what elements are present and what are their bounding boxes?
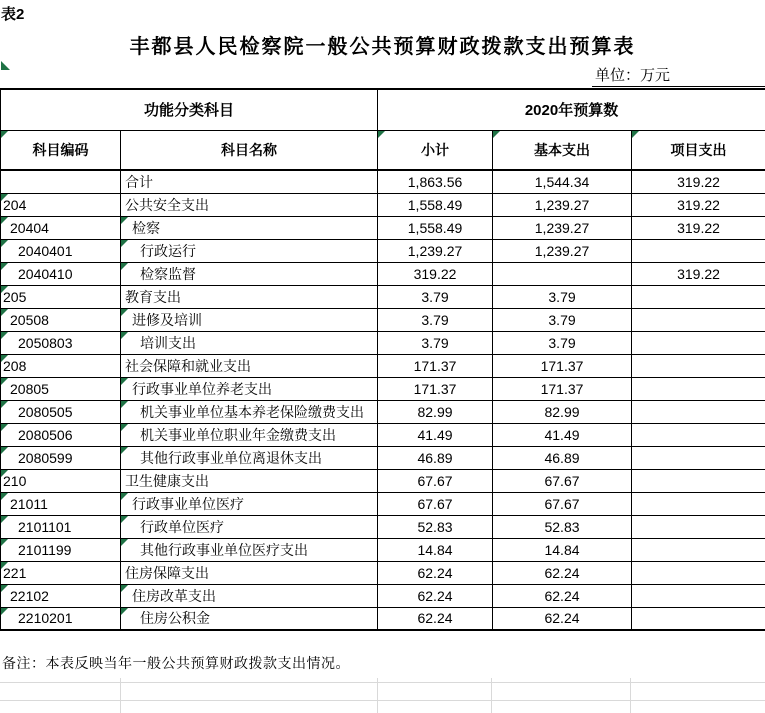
code-cell[interactable]: 20805: [1, 377, 121, 400]
stored-as-text-marker-icon: [121, 309, 128, 316]
table-row: [1, 607, 765, 630]
table-row: [1, 423, 765, 446]
stored-as-text-marker-icon: [1, 286, 8, 293]
basic-cell[interactable]: [493, 262, 632, 285]
table-row: [1, 216, 765, 239]
name-cell[interactable]: 行政运行: [121, 239, 378, 262]
code-cell[interactable]: 2080506: [1, 423, 121, 446]
basic-cell[interactable]: 67.67: [493, 492, 632, 515]
stored-as-text-marker-icon: [121, 217, 128, 224]
basic-cell[interactable]: 3.79: [493, 308, 632, 331]
project-cell[interactable]: [632, 400, 765, 423]
basic-cell[interactable]: 62.24: [493, 584, 632, 607]
name-cell[interactable]: 检察: [121, 216, 378, 239]
code-cell[interactable]: 20508: [1, 308, 121, 331]
faint-gridline-vertical: [630, 678, 631, 713]
name-cell[interactable]: 教育支出: [121, 285, 378, 308]
subtotal-cell[interactable]: 62.24: [378, 561, 493, 584]
subtotal-cell[interactable]: 3.79: [378, 308, 493, 331]
stored-as-text-marker-icon: [1, 585, 8, 592]
basic-cell[interactable]: 14.84: [493, 538, 632, 561]
subtotal-cell[interactable]: 46.89: [378, 446, 493, 469]
stored-as-text-marker-icon: [121, 608, 128, 615]
project-cell[interactable]: [632, 538, 765, 561]
subtotal-cell[interactable]: 14.84: [378, 538, 493, 561]
basic-cell[interactable]: 1,239.27: [493, 193, 632, 216]
name-cell[interactable]: 合计: [121, 170, 378, 193]
code-cell[interactable]: 2210201: [1, 607, 121, 630]
col-header-subtotal[interactable]: 小计: [378, 130, 493, 170]
header-functional-classification[interactable]: 功能分类科目: [1, 89, 378, 130]
name-cell[interactable]: 行政事业单位医疗: [121, 492, 378, 515]
subtotal-cell[interactable]: 3.79: [378, 331, 493, 354]
stored-as-text-marker-icon: [1, 539, 8, 546]
faint-gridline-vertical: [120, 678, 121, 713]
basic-cell[interactable]: 52.83: [493, 515, 632, 538]
project-cell[interactable]: [632, 561, 765, 584]
basic-cell[interactable]: 3.79: [493, 331, 632, 354]
subtotal-cell[interactable]: 62.24: [378, 607, 493, 630]
code-cell[interactable]: 20404: [1, 216, 121, 239]
faint-gridline-vertical: [491, 678, 492, 713]
page-title: 丰都县人民检察院一般公共预算财政拨款支出预算表: [129, 36, 636, 58]
note-text: 备注：本表反映当年一般公共预算财政拨款支出情况。: [2, 655, 350, 671]
stored-as-text-marker-icon: [1, 424, 8, 431]
subtotal-cell[interactable]: 319.22: [378, 262, 493, 285]
project-cell[interactable]: [632, 239, 765, 262]
table-row: [1, 331, 765, 354]
code-cell[interactable]: [1, 170, 121, 193]
stored-as-text-marker-icon: [121, 585, 128, 592]
project-cell[interactable]: 319.22: [632, 216, 765, 239]
basic-cell[interactable]: 171.37: [493, 377, 632, 400]
name-cell[interactable]: 住房公积金: [121, 607, 378, 630]
stored-as-text-marker-icon: [121, 378, 128, 385]
project-cell[interactable]: [632, 377, 765, 400]
basic-cell[interactable]: 62.24: [493, 561, 632, 584]
stored-as-text-marker-icon: [1, 470, 8, 477]
basic-cell[interactable]: 3.79: [493, 285, 632, 308]
table-header: [1, 89, 765, 170]
subtotal-cell[interactable]: 171.37: [378, 377, 493, 400]
subtotal-cell[interactable]: 1,239.27: [378, 239, 493, 262]
table-row: [1, 515, 765, 538]
basic-cell[interactable]: 46.89: [493, 446, 632, 469]
project-cell[interactable]: [632, 354, 765, 377]
unit-label-cell[interactable]: [592, 64, 765, 87]
stored-as-text-marker-icon: [121, 447, 128, 454]
stored-as-text-marker-icon: [1, 401, 8, 408]
col-header-basic[interactable]: 基本支出: [493, 130, 632, 170]
code-cell[interactable]: 2101101: [1, 515, 121, 538]
subtotal-cell[interactable]: 62.24: [378, 584, 493, 607]
stored-as-text-marker-icon: [632, 131, 639, 138]
project-cell[interactable]: [632, 331, 765, 354]
name-cell[interactable]: 检察监督: [121, 262, 378, 285]
table-row: [1, 584, 765, 607]
table-row: [1, 308, 765, 331]
code-cell[interactable]: 208: [1, 354, 121, 377]
table-row: [1, 354, 765, 377]
code-cell[interactable]: 2050803: [1, 331, 121, 354]
code-cell[interactable]: 221: [1, 561, 121, 584]
subtotal-cell[interactable]: 52.83: [378, 515, 493, 538]
name-cell[interactable]: 公共安全支出: [121, 193, 378, 216]
stored-as-text-marker-icon: [493, 131, 500, 138]
code-cell[interactable]: 205: [1, 285, 121, 308]
stored-as-text-marker-icon: [121, 539, 128, 546]
table-row: [1, 377, 765, 400]
stored-as-text-marker-icon: [121, 493, 128, 500]
faint-gridline-horizontal: [0, 700, 765, 701]
code-cell[interactable]: 2040401: [1, 239, 121, 262]
code-cell[interactable]: 21011: [1, 492, 121, 515]
table-row: [1, 561, 765, 584]
stored-as-text-marker-icon: [1, 309, 8, 316]
stored-as-text-marker-icon: [1, 447, 8, 454]
table-row: [1, 469, 765, 492]
subtotal-cell[interactable]: 41.49: [378, 423, 493, 446]
name-cell[interactable]: 其他行政事业单位医疗支出: [121, 538, 378, 561]
project-cell[interactable]: [632, 469, 765, 492]
name-cell[interactable]: 社会保障和就业支出: [121, 354, 378, 377]
basic-cell[interactable]: 1,544.34: [493, 170, 632, 193]
stored-as-text-marker-icon: [1, 240, 8, 247]
subtotal-cell[interactable]: 1,558.49: [378, 216, 493, 239]
basic-cell[interactable]: 1,239.27: [493, 239, 632, 262]
project-cell[interactable]: [632, 446, 765, 469]
subtotal-cell[interactable]: 67.67: [378, 492, 493, 515]
project-cell[interactable]: [632, 584, 765, 607]
subtotal-cell[interactable]: 67.67: [378, 469, 493, 492]
header-budget-2020[interactable]: 2020年预算数: [378, 89, 765, 130]
table-row: [1, 170, 765, 193]
col-header-code[interactable]: 科目编码: [1, 130, 121, 170]
project-cell[interactable]: [632, 515, 765, 538]
column-header-row: [1, 130, 765, 170]
table-row: [1, 239, 765, 262]
subtotal-cell[interactable]: 1,558.49: [378, 193, 493, 216]
project-cell[interactable]: [632, 607, 765, 630]
name-cell[interactable]: 卫生健康支出: [121, 469, 378, 492]
stored-as-text-marker-icon: [1, 332, 8, 339]
project-cell[interactable]: 319.22: [632, 193, 765, 216]
stored-as-text-marker-icon: [1, 131, 8, 138]
faint-gridline-horizontal: [0, 682, 765, 683]
subtotal-cell[interactable]: 82.99: [378, 400, 493, 423]
table-row: [1, 262, 765, 285]
stored-as-text-marker-icon: [1, 516, 8, 523]
col-header-name[interactable]: 科目名称: [121, 130, 378, 170]
table-row: [1, 285, 765, 308]
stored-as-text-marker-icon: [121, 424, 128, 431]
sheet-label: 表2: [1, 6, 25, 23]
name-cell[interactable]: 其他行政事业单位离退休支出: [121, 446, 378, 469]
table-body: [1, 170, 765, 630]
stored-as-text-marker-icon: [1, 217, 8, 224]
basic-cell[interactable]: 62.24: [493, 607, 632, 630]
code-cell[interactable]: 210: [1, 469, 121, 492]
basic-cell[interactable]: 82.99: [493, 400, 632, 423]
subtotal-cell[interactable]: 3.79: [378, 285, 493, 308]
table-row: [1, 193, 765, 216]
stored-as-text-marker-icon: [1, 493, 8, 500]
budget-table: [0, 88, 765, 631]
project-cell[interactable]: [632, 423, 765, 446]
stored-as-text-marker-icon: [121, 240, 128, 247]
name-cell[interactable]: 住房改革支出: [121, 584, 378, 607]
stored-as-text-marker-icon: [121, 401, 128, 408]
unit-label: 单位：万元: [595, 67, 671, 84]
project-cell[interactable]: [632, 285, 765, 308]
name-cell[interactable]: 培训支出: [121, 331, 378, 354]
project-cell[interactable]: [632, 492, 765, 515]
stored-as-text-marker-icon: [121, 516, 128, 523]
stored-as-text-marker-icon: [1, 194, 8, 201]
basic-cell[interactable]: 41.49: [493, 423, 632, 446]
subtotal-cell[interactable]: 171.37: [378, 354, 493, 377]
subtotal-cell[interactable]: 1,863.56: [378, 170, 493, 193]
table-row: [1, 492, 765, 515]
green-marker-icon: [1, 61, 10, 70]
table-row: [1, 538, 765, 561]
stored-as-text-marker-icon: [1, 263, 8, 270]
code-cell[interactable]: 22102: [1, 584, 121, 607]
project-cell[interactable]: 319.22: [632, 170, 765, 193]
project-cell[interactable]: 319.22: [632, 262, 765, 285]
stored-as-text-marker-icon: [121, 332, 128, 339]
stored-as-text-marker-icon: [1, 608, 8, 615]
table-row: [1, 446, 765, 469]
project-cell[interactable]: [632, 308, 765, 331]
basic-cell[interactable]: 171.37: [493, 354, 632, 377]
code-cell[interactable]: 204: [1, 193, 121, 216]
name-cell[interactable]: 机关事业单位职业年金缴费支出: [121, 423, 378, 446]
name-cell[interactable]: 进修及培训: [121, 308, 378, 331]
stored-as-text-marker-icon: [1, 562, 8, 569]
name-cell[interactable]: 住房保障支出: [121, 561, 378, 584]
stored-as-text-marker-icon: [1, 355, 8, 362]
group-header-row: [1, 89, 765, 130]
name-cell[interactable]: 机关事业单位基本养老保险缴费支出: [121, 400, 378, 423]
basic-cell[interactable]: 67.67: [493, 469, 632, 492]
stored-as-text-marker-icon: [378, 131, 385, 138]
name-cell[interactable]: 行政事业单位养老支出: [121, 377, 378, 400]
code-cell[interactable]: 2080599: [1, 446, 121, 469]
name-cell[interactable]: 行政单位医疗: [121, 515, 378, 538]
code-cell[interactable]: 2080505: [1, 400, 121, 423]
stored-as-text-marker-icon: [1, 378, 8, 385]
code-cell[interactable]: 2101199: [1, 538, 121, 561]
faint-gridline-vertical: [377, 678, 378, 713]
col-header-project[interactable]: 项目支出: [632, 130, 765, 170]
basic-cell[interactable]: 1,239.27: [493, 216, 632, 239]
table-row: [1, 400, 765, 423]
code-cell[interactable]: 2040410: [1, 262, 121, 285]
stored-as-text-marker-icon: [121, 263, 128, 270]
